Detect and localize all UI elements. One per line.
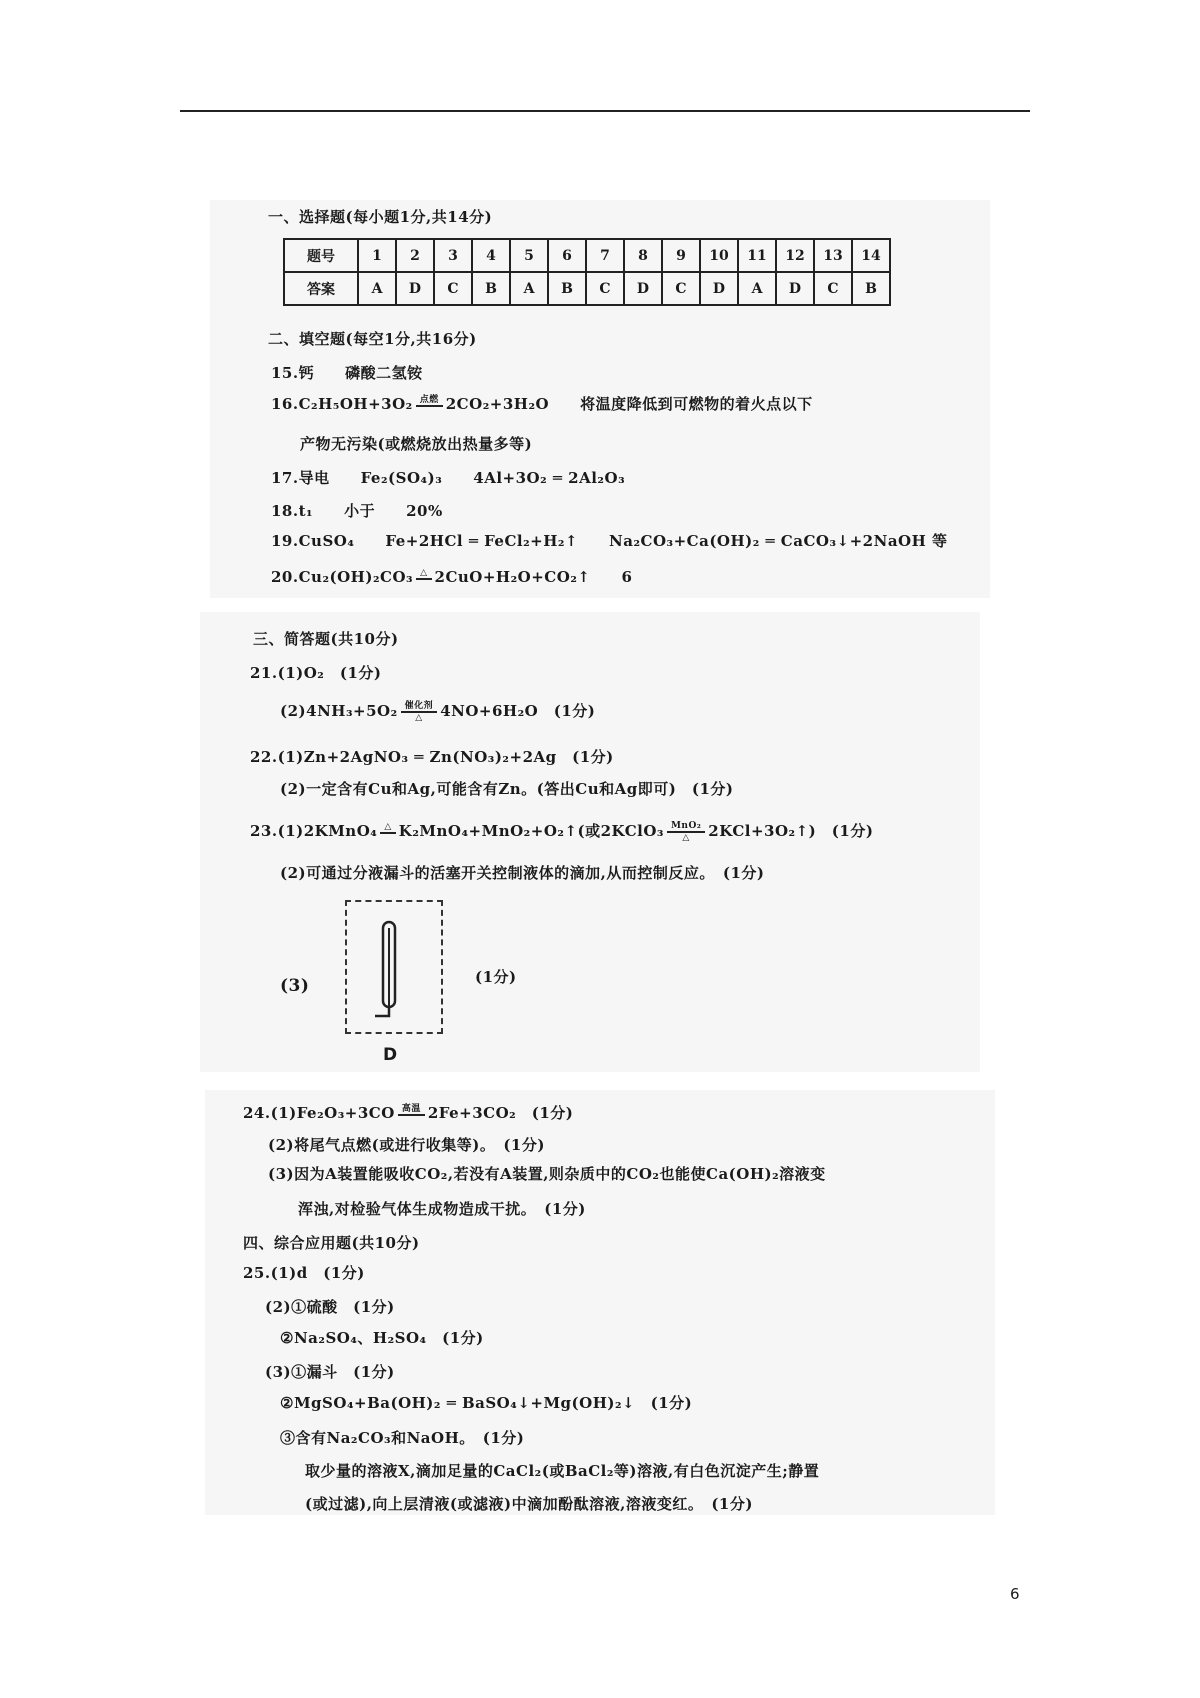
answer-cell: D — [624, 272, 662, 305]
q20-lead: 20.Cu₂(OH)₂CO₃ — [271, 568, 414, 586]
answer-q16-continued: 产物无污染(或燃烧放出热量多等) — [300, 435, 533, 453]
condition-bottom: △ — [682, 833, 690, 843]
section2-heading: 二、填空题(每空1分,共16分) — [268, 330, 477, 348]
answer-q25-2b: ②Na₂SO₄、H₂SO₄ (1分) — [280, 1329, 484, 1347]
answer-q24-1 — [243, 1102, 573, 1124]
q24-1-lead: 24.(1)Fe₂O₃+3CO — [243, 1104, 395, 1122]
answer-cell: D — [396, 272, 434, 305]
answer-table — [283, 238, 891, 306]
answer-q20 — [271, 566, 632, 588]
answer-q18: 18.t₁ 小于 20% — [271, 502, 443, 520]
answer-cell: C — [814, 272, 852, 305]
q23-1-lead: 23.(1)2KMnO₄ — [250, 822, 378, 840]
answer-q25-3b: ②MgSO₄+Ba(OH)₂ ═ BaSO₄↓+Mg(OH)₂↓ (1分) — [280, 1394, 693, 1412]
answer-cell: A — [738, 272, 776, 305]
q21-2-tail: 4NO+6H₂O (1分) — [440, 702, 596, 720]
q21-2-lead: (2)4NH₃+5O₂ — [280, 702, 398, 720]
answer-cell: C — [662, 272, 700, 305]
condition-bottom: △ — [415, 713, 423, 723]
answer-q24-3a: (3)因为A装置能吸收CO₂,若没有A装置,则杂质中的CO₂也能使Ca(OH)₂溶液变 — [268, 1165, 826, 1183]
answer-cell: B — [472, 272, 510, 305]
condition-bottom — [416, 580, 431, 588]
table-row-answers — [284, 272, 890, 305]
page-number: 6 — [1010, 1585, 1020, 1603]
answer-q23-1 — [250, 820, 873, 843]
section3-heading: 三、简答题(共10分) — [253, 630, 399, 648]
answer-cell: B — [548, 272, 586, 305]
q23-1-mid: K₂MnO₄+MnO₂+O₂↑(或2KClO₃ — [398, 822, 664, 840]
number-cell: 8 — [624, 239, 662, 272]
number-cell: 11 — [738, 239, 776, 272]
number-cell: 14 — [852, 239, 890, 272]
answer-cell: C — [586, 272, 624, 305]
answer-q23-2: (2)可通过分液漏斗的活塞开关控制液体的滴加,从而控制反应。 (1分) — [280, 864, 765, 882]
condition-top: 高温 — [398, 1104, 425, 1116]
section1-heading: 一、选择题(每小题1分,共14分) — [268, 208, 493, 226]
diagram-label: D — [383, 1045, 398, 1065]
answer-q24-2: (2)将尾气点燃(或进行收集等)。 (1分) — [268, 1136, 545, 1154]
number-cell: 4 — [472, 239, 510, 272]
reaction-condition — [667, 821, 705, 843]
number-cell: 6 — [548, 239, 586, 272]
answer-cell: A — [510, 272, 548, 305]
q23-1-tail: 2KCl+3O₂↑) (1分) — [708, 822, 874, 840]
answer-q21-1: 21.(1)O₂ (1分) — [250, 664, 382, 682]
answer-q16 — [271, 393, 813, 415]
condition-bottom — [380, 834, 395, 842]
number-cell: 7 — [586, 239, 624, 272]
test-tube-drawing — [347, 902, 441, 1032]
answer-cell: D — [700, 272, 738, 305]
header-rule — [180, 110, 1030, 112]
answer-q17: 17.导电 Fe₂(SO₄)₃ 4Al+3O₂ ═ 2Al₂O₃ — [271, 469, 626, 487]
answer-q23-3-label: (3) — [280, 976, 310, 996]
number-cell: 12 — [776, 239, 814, 272]
answer-q22-1: 22.(1)Zn+2AgNO₃ ═ Zn(NO₃)₂+2Ag (1分) — [250, 748, 614, 766]
answer-q15: 15.钙 磷酸二氢铵 — [271, 364, 423, 382]
q20-tail: 2CuO+H₂O+CO₂↑ 6 — [434, 568, 633, 586]
answer-cell: C — [434, 272, 472, 305]
reaction-condition — [380, 822, 395, 842]
reaction-condition — [401, 701, 438, 723]
answer-q19: 19.CuSO₄ Fe+2HCl ═ FeCl₂+H₂↑ Na₂CO₃+Ca(OH)₂ ═ CaCO₃↓+2NaOH 等 — [271, 532, 948, 550]
condition-bottom — [398, 1116, 425, 1124]
answer-q22-2: (2)一定含有Cu和Ag,可能含有Zn。(答出Cu和Ag即可) (1分) — [280, 780, 734, 798]
answer-q25-2a: (2)①硫酸 (1分) — [265, 1298, 395, 1316]
number-cell: 5 — [510, 239, 548, 272]
answer-q25-3d: 取少量的溶液X,滴加足量的CaCl₂(或BaCl₂等)溶液,有白色沉淀产生;静置 — [305, 1462, 820, 1480]
condition-bottom — [416, 407, 443, 415]
number-cell: 3 — [434, 239, 472, 272]
table-row-numbers — [284, 239, 890, 272]
q16-lead: 16.C₂H₅OH+3O₂ — [271, 395, 413, 413]
answer-q24-3b: 浑浊,对检验气体生成物造成干扰。 (1分) — [298, 1200, 586, 1218]
q16-tail: 2CO₂+3H₂O 将温度降低到可燃物的着火点以下 — [445, 395, 813, 413]
condition-top: △ — [380, 822, 395, 834]
section4-heading: 四、综合应用题(共10分) — [243, 1234, 420, 1252]
answer-q25-1: 25.(1)d (1分) — [243, 1264, 365, 1282]
table-header-cell: 答案 — [284, 272, 358, 305]
apparatus-diagram-box — [345, 900, 443, 1034]
answer-q25-3c: ③含有Na₂CO₃和NaOH。 (1分) — [280, 1429, 525, 1447]
answer-q21-2 — [280, 700, 595, 723]
condition-top: 催化剂 — [401, 701, 438, 713]
answer-q23-3-score: (1分) — [475, 968, 517, 986]
condition-top: MnO₂ — [667, 821, 705, 833]
condition-top: △ — [416, 568, 431, 580]
table-header-cell: 题号 — [284, 239, 358, 272]
answer-cell: A — [358, 272, 396, 305]
answer-cell: B — [852, 272, 890, 305]
number-cell: 1 — [358, 239, 396, 272]
answer-q25-3e: (或过滤),向上层清液(或滤液)中滴加酚酞溶液,溶液变红。 (1分) — [305, 1495, 753, 1513]
reaction-condition — [398, 1104, 425, 1124]
answer-cell: D — [776, 272, 814, 305]
number-cell: 13 — [814, 239, 852, 272]
answer-q25-3a: (3)①漏斗 (1分) — [265, 1363, 395, 1381]
reaction-condition — [416, 395, 443, 415]
condition-top: 点燃 — [416, 395, 443, 407]
number-cell: 10 — [700, 239, 738, 272]
q24-1-tail: 2Fe+3CO₂ (1分) — [427, 1104, 574, 1122]
number-cell: 2 — [396, 239, 434, 272]
reaction-condition — [416, 568, 431, 588]
number-cell: 9 — [662, 239, 700, 272]
